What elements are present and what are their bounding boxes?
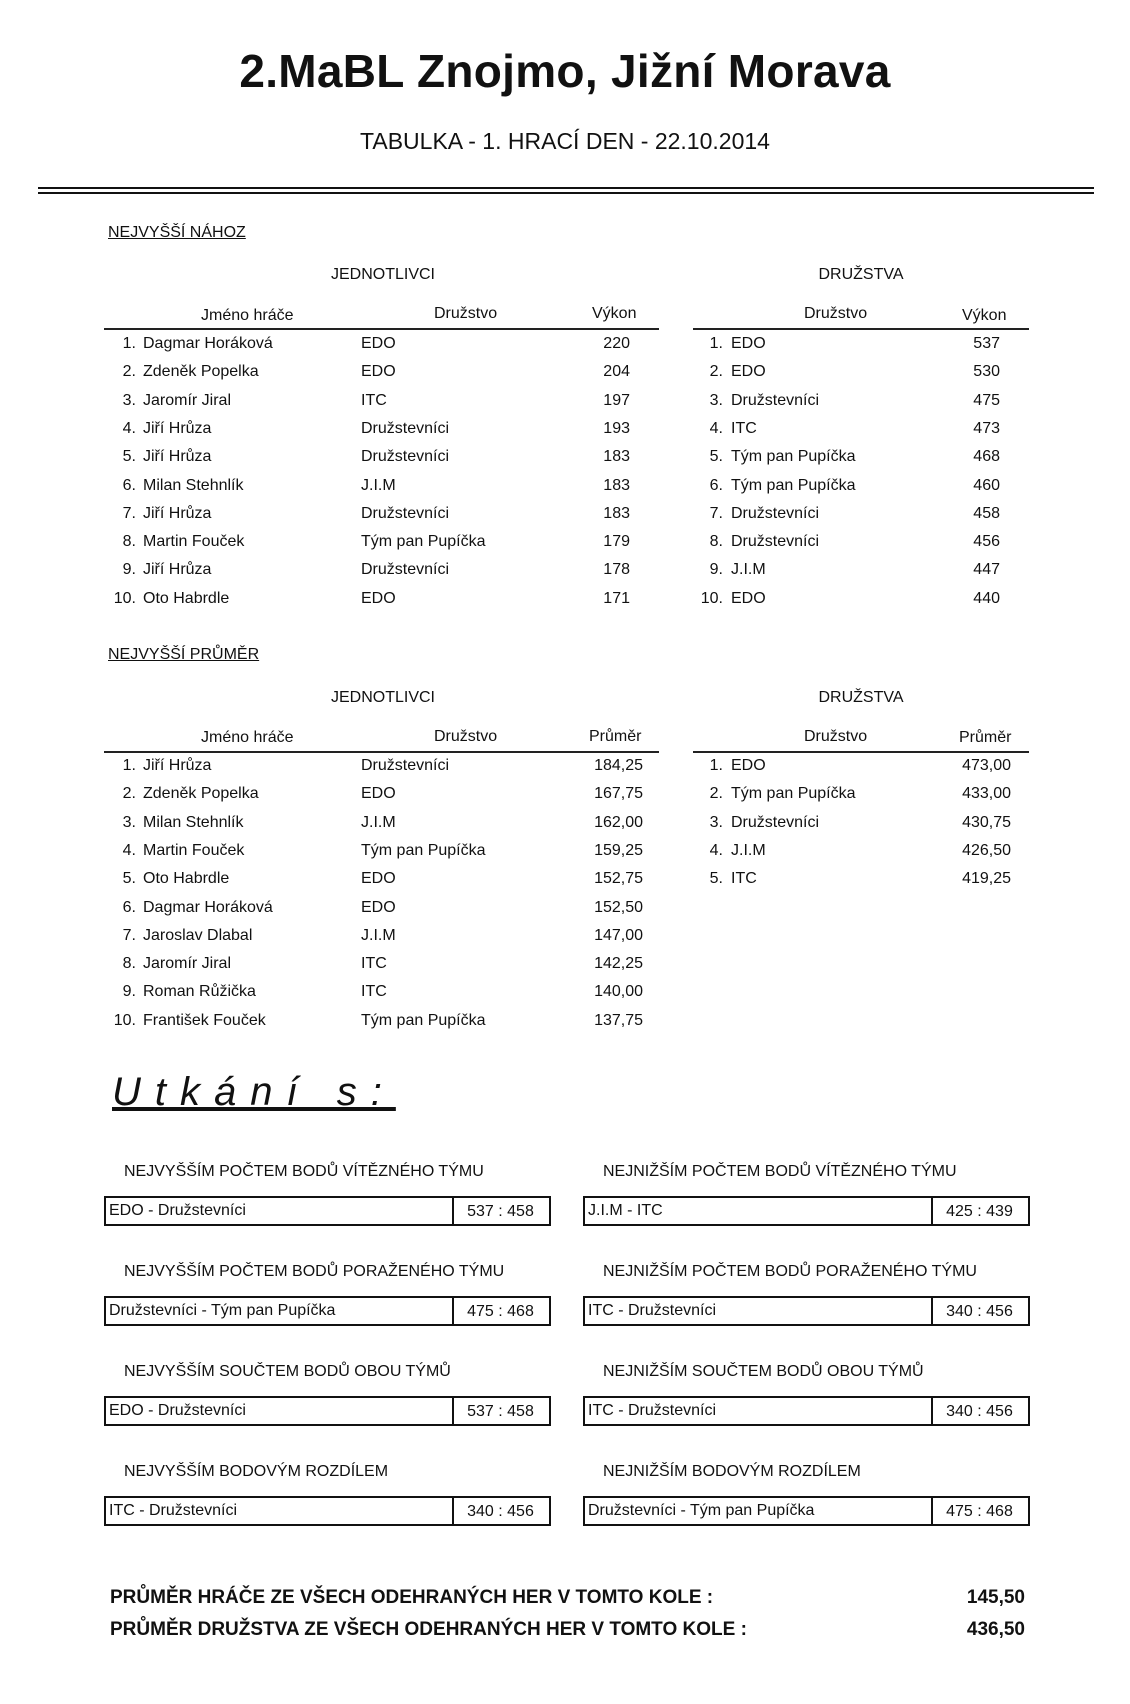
match-record-box [583,1196,1030,1226]
row-team: Tým pan Pupíčka [731,476,856,494]
row-value: 460 [973,476,1000,494]
row-rank: 8. [122,955,136,973]
row-value: 184,25 [594,757,643,774]
row-player: Jiří Hrůza [143,561,212,579]
row-value: 179 [603,533,630,551]
table-row [0,333,1130,355]
matches-heading: Utkání s: [112,1070,396,1114]
row-value: 193 [603,419,630,437]
section-heading-highest-average: NEJVYŠŠÍ PRŮMĚR [108,646,260,663]
row-team: Družstevníci [361,448,450,466]
row-player: Jaromír Jiral [143,955,232,973]
match-record-label: NEJVYŠŠÍM POČTEM BODŮ PORAŽENÉHO TÝMU [124,1263,505,1280]
team-average-label: PRŮMĚR DRUŽSTVA ZE VŠECH ODEHRANÝCH HER V TOMTO KOLE : [110,1619,747,1640]
row-rank: 4. [709,419,723,437]
match-teams: ITC - Družstevníci [109,1502,238,1519]
row-value: 204 [603,363,630,381]
table-row [0,897,1130,919]
row-value: 456 [973,533,1000,551]
table-row [0,559,1130,581]
row-rank: 3. [709,391,723,409]
row-value: 137,75 [594,1011,643,1029]
row-team: EDO [361,870,396,888]
match-record-box [104,1496,551,1526]
row-player: Dagmar Horáková [143,898,273,916]
row-rank: 5. [709,870,723,888]
row-value: 473 [973,419,1000,437]
row-player: Jiří Hrůza [143,757,212,774]
row-team: EDO [361,589,396,607]
row-rank: 4. [122,841,136,859]
match-record-label: NEJNIŽŠÍM POČTEM BODŮ PORAŽENÉHO TÝMU [603,1263,977,1280]
row-rank: 7. [122,504,136,522]
row-rank: 3. [122,813,136,831]
match-score: 475 : 468 [467,1303,534,1320]
row-rank: 7. [709,504,723,522]
table-header-rule [104,751,659,753]
row-rank: 6. [122,898,136,916]
table-row [0,953,1130,975]
row-team: J.I.M [361,476,396,494]
table-row [0,1010,1130,1032]
row-team: EDO [731,757,766,774]
row-value: 426,50 [962,841,1011,859]
row-value: 171 [603,589,630,607]
col-header-team: Družstvo [804,728,868,745]
row-rank: 2. [122,363,136,381]
row-value: 433,00 [962,785,1011,803]
row-value: 419,25 [962,870,1011,888]
col-header-value: Průměr [589,728,642,745]
table-row [0,531,1130,553]
row-value: 197 [603,391,630,409]
team-average-value: 436,50 [966,1619,1025,1640]
row-value: 530 [973,363,1000,381]
row-player: Dagmar Horáková [143,335,273,352]
match-record-box [104,1296,551,1326]
row-team: Tým pan Pupíčka [361,841,486,859]
row-player: Roman Růžička [143,983,256,1001]
match-record-label: NEJNIŽŠÍM POČTEM BODŮ VÍTĚZNÉHO TÝMU [603,1163,957,1180]
table-row [0,783,1130,805]
match-record-box [583,1496,1030,1526]
match-record-box [104,1196,551,1226]
row-value: 147,00 [594,926,643,944]
row-rank: 1. [122,335,136,352]
row-team: Družstevníci [361,504,450,522]
row-rank: 5. [709,448,723,466]
row-rank: 10. [113,1011,136,1029]
row-value: 468 [973,448,1000,466]
row-player: Jaroslav Dlabal [143,926,253,944]
row-value: 447 [973,561,1000,579]
teams-heading: DRUŽSTVA [818,266,904,283]
row-rank: 8. [122,533,136,551]
row-player: Milan Stehnlík [143,476,244,494]
row-rank: 10. [700,589,723,607]
row-team: Družstevníci [731,813,820,831]
match-teams: Družstevníci - Tým pan Pupíčka [109,1302,336,1319]
table-row [0,503,1130,525]
row-team: ITC [731,870,757,888]
header-divider-top [38,187,1094,189]
match-score: 475 : 468 [946,1503,1013,1520]
col-header-value: Výkon [962,307,1007,324]
table-row [0,588,1130,610]
table-header-rule [104,328,659,330]
row-rank: 9. [709,561,723,579]
match-score: 537 : 458 [467,1403,534,1420]
page-subtitle: TABULKA - 1. HRACÍ DEN - 22.10.2014 [360,128,770,154]
row-rank: 2. [709,785,723,803]
row-team: EDO [731,589,766,607]
header-divider-bottom [38,192,1094,194]
row-player: Martin Fouček [143,533,245,551]
individuals-heading: JEDNOTLIVCI [330,266,435,283]
row-rank: 1. [709,757,723,774]
row-team: EDO [731,363,766,381]
match-score: 537 : 458 [467,1203,534,1220]
row-team: J.I.M [731,561,766,579]
table-row [0,446,1130,468]
row-value: 142,25 [594,955,643,973]
table-row [0,868,1130,890]
row-player: Milan Stehnlík [143,813,244,831]
individuals-heading: JEDNOTLIVCI [330,689,435,706]
col-header-player: Jméno hráče [201,729,294,746]
match-record-label: NEJNIŽŠÍM BODOVÝM ROZDÍLEM [603,1463,861,1480]
row-player: Jiří Hrůza [143,448,212,466]
row-player: Zdeněk Popelka [143,785,259,803]
table-row [0,925,1130,947]
row-team: EDO [361,785,396,803]
match-teams: EDO - Družstevníci [109,1402,246,1419]
match-teams: ITC - Družstevníci [588,1302,717,1319]
match-teams: EDO - Družstevníci [109,1202,246,1219]
row-team: Tým pan Pupíčka [361,533,486,551]
row-rank: 2. [709,363,723,381]
row-rank: 2. [122,785,136,803]
row-rank: 9. [122,561,136,579]
row-team: J.I.M [361,926,396,944]
row-player: Oto Habrdle [143,870,230,888]
row-player: Oto Habrdle [143,589,230,607]
table-row [0,390,1130,412]
table-header-rule [693,751,1029,753]
teams-heading: DRUŽSTVA [818,689,904,706]
row-team: J.I.M [731,841,766,859]
row-value: 220 [603,335,630,352]
row-rank: 5. [122,448,136,466]
row-value: 178 [603,561,630,579]
row-value: 167,75 [594,785,643,803]
col-header-team: Družstvo [804,305,868,322]
row-value: 473,00 [962,757,1011,774]
row-rank: 6. [709,476,723,494]
player-average-label: PRŮMĚR HRÁČE ZE VŠECH ODEHRANÝCH HER V TOMTO KOLE : [110,1587,714,1608]
row-team: EDO [731,335,766,352]
match-record-box [583,1296,1030,1326]
row-team: ITC [731,419,757,437]
row-rank: 4. [709,841,723,859]
match-teams: Družstevníci - Tým pan Pupíčka [588,1502,815,1519]
row-rank: 3. [122,391,136,409]
table-row [0,418,1130,440]
table-row [0,840,1130,862]
col-header-value: Výkon [592,305,637,322]
row-value: 430,75 [962,813,1011,831]
row-rank: 4. [122,419,136,437]
row-value: 162,00 [594,813,643,831]
row-value: 152,75 [594,870,643,888]
match-score: 340 : 456 [946,1403,1013,1420]
row-team: ITC [361,955,387,973]
row-team: Tým pan Pupíčka [731,785,856,803]
table-row [0,475,1130,497]
row-team: Družstevníci [361,757,450,774]
player-average-value: 145,50 [966,1587,1025,1608]
match-score: 340 : 456 [467,1503,534,1520]
row-value: 140,00 [594,983,643,1001]
row-player: Zdeněk Popelka [143,363,259,381]
row-value: 475 [973,391,1000,409]
row-rank: 1. [709,335,723,352]
table-row [0,981,1130,1003]
row-team: Družstevníci [361,419,450,437]
row-rank: 7. [122,926,136,944]
match-record-label: NEJVYŠŠÍM SOUČTEM BODŮ OBOU TÝMŮ [124,1363,451,1380]
row-value: 537 [973,335,1000,352]
row-player: Jaromír Jiral [143,391,232,409]
row-team: ITC [361,391,387,409]
match-score: 340 : 456 [946,1303,1013,1320]
row-rank: 5. [122,870,136,888]
col-header-team: Družstvo [434,728,498,745]
row-rank: 3. [709,813,723,831]
table-row [0,812,1130,834]
row-player: Jiří Hrůza [143,504,212,522]
table-header-rule [693,328,1029,330]
match-record-box [583,1396,1030,1426]
match-record-box [104,1396,551,1426]
row-value: 183 [603,476,630,494]
col-header-team: Družstvo [434,305,498,322]
table-row [0,361,1130,383]
row-team: Tým pan Pupíčka [361,1011,486,1029]
page-title: 2.MaBL Znojmo, Jižní Morava [239,45,891,97]
row-rank: 1. [122,757,136,774]
row-team: Tým pan Pupíčka [731,448,856,466]
row-value: 458 [973,504,1000,522]
row-player: Martin Fouček [143,841,245,859]
row-rank: 8. [709,533,723,551]
row-rank: 6. [122,476,136,494]
match-record-label: NEJNIŽŠÍM SOUČTEM BODŮ OBOU TÝMŮ [603,1363,924,1380]
col-header-player: Jméno hráče [201,307,294,324]
row-team: EDO [361,363,396,381]
match-teams: ITC - Družstevníci [588,1402,717,1419]
match-score: 425 : 439 [946,1203,1013,1220]
row-player: Jiří Hrůza [143,419,212,437]
match-record-label: NEJVYŠŠÍM BODOVÝM ROZDÍLEM [124,1463,389,1480]
row-team: ITC [361,983,387,1001]
match-teams: J.I.M - ITC [588,1202,663,1219]
row-team: Družstevníci [361,561,450,579]
row-team: Družstevníci [731,533,820,551]
row-rank: 9. [122,983,136,1001]
row-value: 159,25 [594,841,643,859]
row-rank: 10. [113,589,136,607]
table-row [0,755,1130,777]
row-team: J.I.M [361,813,396,831]
row-team: Družstevníci [731,504,820,522]
row-team: EDO [361,335,396,352]
row-value: 183 [603,448,630,466]
row-value: 152,50 [594,898,643,916]
row-player: František Fouček [143,1011,266,1029]
row-value: 183 [603,504,630,522]
match-record-label: NEJVYŠŠÍM POČTEM BODŮ VÍTĚZNÉHO TÝMU [124,1163,484,1180]
row-value: 440 [973,589,1000,607]
section-heading-highest-throw: NEJVYŠŠÍ NÁHOZ [108,224,246,241]
row-team: EDO [361,898,396,916]
row-team: Družstevníci [731,391,820,409]
col-header-value: Průměr [959,729,1012,746]
